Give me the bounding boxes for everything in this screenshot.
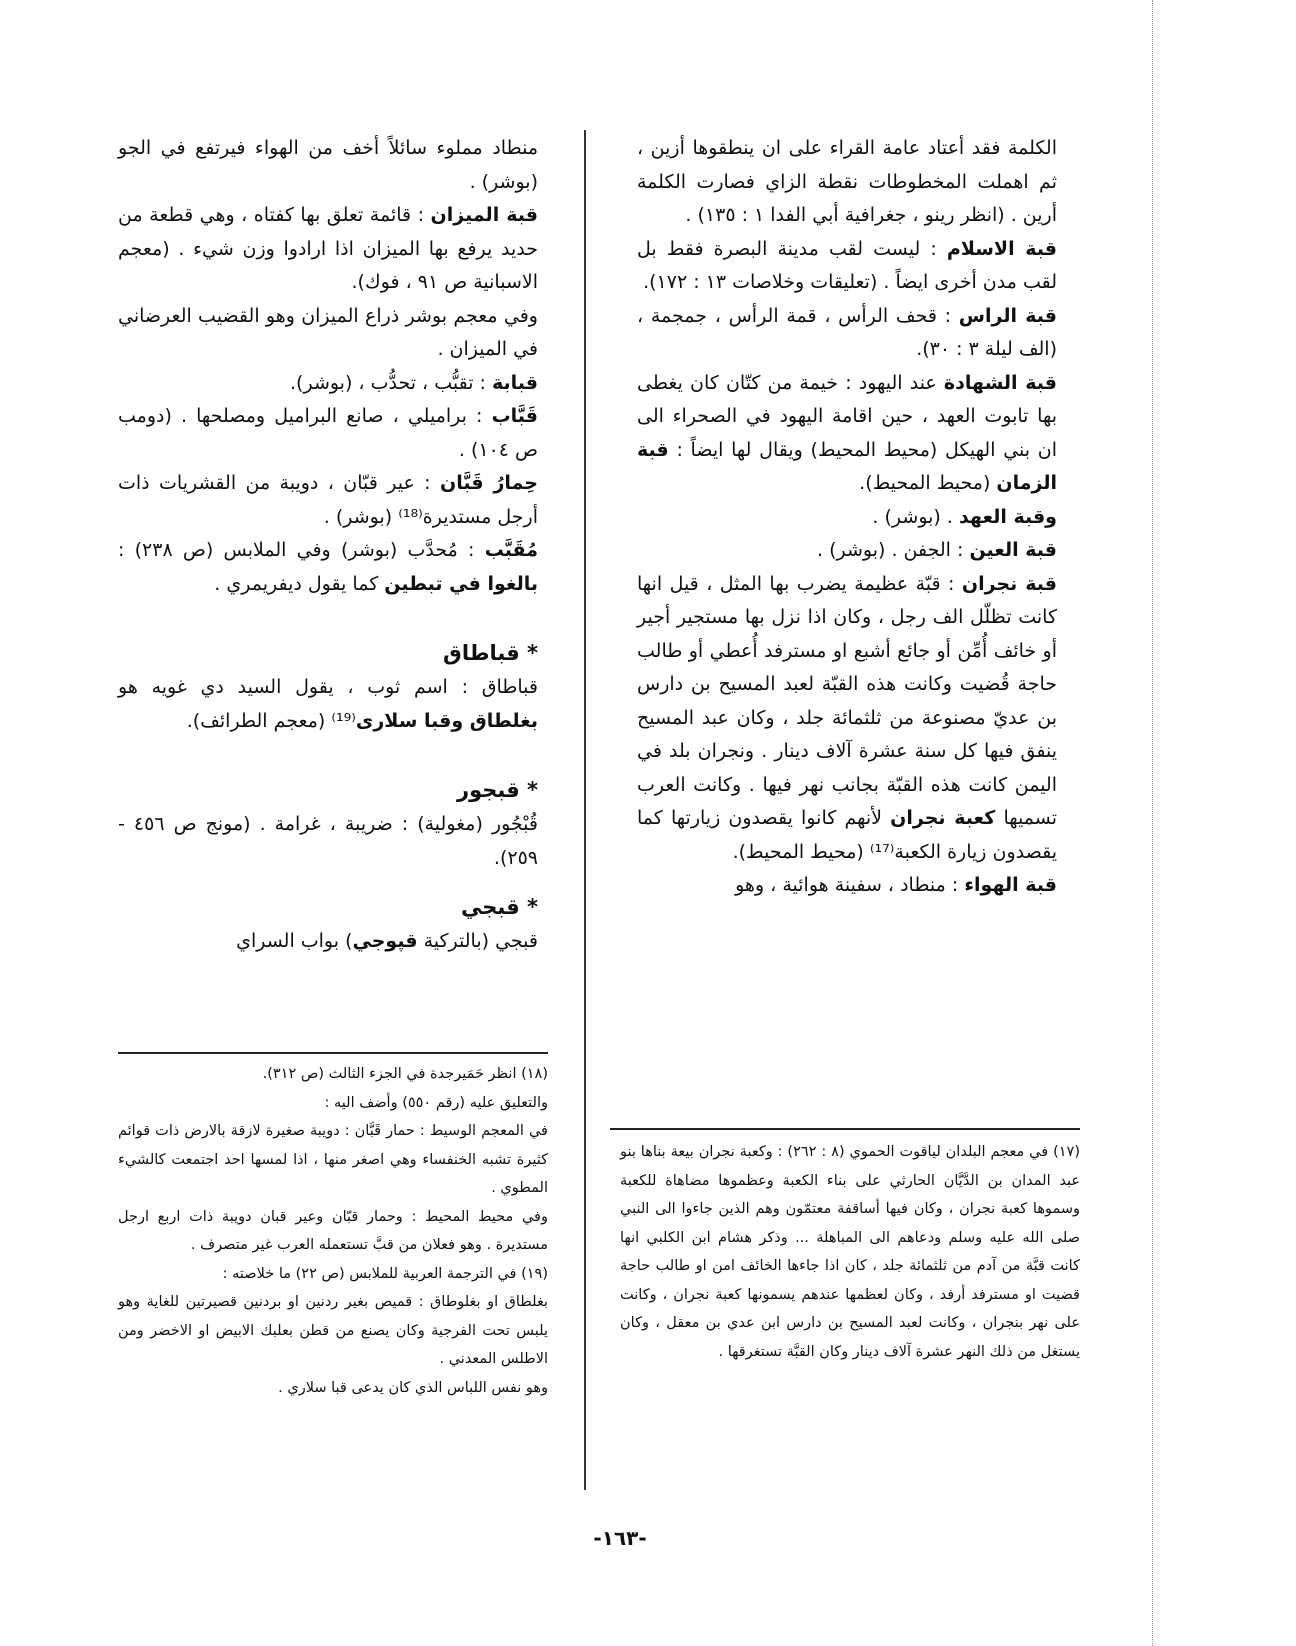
section-heading-qubataq: * قباطاق — [443, 641, 538, 665]
entry-text: : ليست لقب مدينة البصرة فقط بل لقب مدن أخرى ايضاً . (تعليقات وخلاصات ١٣ : ١٧٢). — [637, 237, 1057, 293]
entry-term: بالغوا في تبطين — [384, 572, 538, 595]
entry-text: : منطاد ، سفينة هوائية ، وهو — [735, 874, 965, 896]
right-column — [637, 132, 1057, 903]
entry-text: عند اليهود : خيمة من كتّان كان يغطى بها تابوت العهد ، حين اقامة اليهود في الصحراء الى ان بني الهيكل (محيط المحيط) ويقال لها ايضاً : — [637, 371, 1057, 461]
footnote-line: في المعجم الوسيط : حمار قَبَّان : دويبة صغيرة لازقة بالارض ذات قوائم كثيرة تشبه الخنفساء وهي اصغر منها ، اذا لمسها احد اجتمعت كالشيء المطوي . — [118, 1123, 548, 1196]
right-paragraph-1: الكلمة فقد أعتاد عامة القراء على ان ينطقوها أزين ، ثم اهملت المخطوطات نقطة الزاي فصارت الكلمة أرين . (انظر رينو ، جغرافية أبي الفدا ١ : ١٣٥) . — [637, 137, 1057, 226]
entry-term: وقبة العهد — [958, 505, 1057, 528]
entry-qubbat-al-islam — [637, 233, 1057, 300]
left-paragraph-2: وفي معجم بوشر ذراع الميزان وهو القضيب العرضاني في الميزان . — [118, 304, 538, 360]
page-number: -١٦٣- — [593, 1526, 647, 1550]
section-body-qubataq — [118, 671, 538, 738]
entry-qubbat-al-hawa — [637, 869, 1057, 903]
entry-term: قبة الميزان — [430, 204, 538, 226]
entry-text: : عير قبّان ، دويبة من القشريات ذات أرجل مستديرة⁽¹⁸⁾ (بوشر) . — [118, 472, 538, 528]
entry-text: : قائمة تعلق بها كفتاه ، وهي قطعة من حديد يرفع بها الميزان اذا ارادوا وزن شيء . (معجم الاسبانية ص ٩١ ، فوك). — [118, 204, 538, 293]
entry-text: . (بوشر) . — [872, 505, 959, 528]
entry-term: كعبة نجران — [890, 807, 996, 829]
entry-himar-qabban — [118, 467, 538, 534]
footnotes-left — [118, 1060, 548, 1402]
entry-qubbat-najran — [637, 568, 1057, 870]
entry-term: حِمارُ قَبَّان — [439, 472, 539, 494]
footnote-line: بغلطاق او بغلوطاق : قميص بغير ردنين او بردنين قصيرتين للغاية وهو يلبس تحت الفرجية وكان يصنع من قطن بعلبك الابيض او الاخضر ومن الاطلس المعدني . — [118, 1294, 548, 1367]
entry-term: قبة الاسلام — [946, 237, 1057, 260]
entry-term: قبة الزمان — [637, 438, 1057, 494]
entry-text: : قحف الرأس ، قمة الرأس ، جمجمة ، (الف ليلة ٣ : ٣٠). — [637, 304, 1057, 360]
entry-text: : مُحدَّب (بوشر) وفي الملابس (ص ٢٣٨) : — [118, 539, 485, 561]
footnote-rule-left — [118, 1052, 548, 1054]
entry-text: ) بواب السراي — [236, 930, 353, 952]
left-column — [118, 132, 538, 959]
entry-muqabbab — [118, 534, 538, 601]
scan-edge-line — [1152, 0, 1154, 1646]
entry-qubbat-al-shahada — [637, 367, 1057, 501]
entry-text: لأنهم كانوا يقصدون زيارتها كما يقصدون زيارة الكعبة⁽¹⁷⁾ (محيط المحيط). — [637, 807, 1057, 863]
entry-qubbat-al-mizan — [118, 199, 538, 300]
entry-term: قبة نجران — [961, 572, 1057, 595]
entry-qabbab — [118, 400, 538, 467]
entry-text: : تقبُّب ، تحدُّب ، (بوشر). — [290, 371, 492, 394]
entry-text: (محيط المحيط). — [859, 472, 997, 494]
entry-qubbat-al-ras — [637, 300, 1057, 367]
entry-term: قَبَّاب — [491, 405, 538, 427]
left-paragraph-1: منطاد مملوء سائلاً أخف من الهواء فيرتفع في الجو (بوشر) . — [118, 137, 538, 193]
entry-text: : براميلي ، صانع البراميل ومصلحها . (دومب ص ١٠٤) . — [118, 405, 538, 461]
entry-text: : قبّة عظيمة يضرب بها المثل ، قيل انها كانت تظلّل الف رجل ، وكان اذا نزل بها مستجير أجير أو خائف أُمِّن أو جائع أشبع او مسترفد أُعطي أو طالب حاجة قُضيت وكانت هذه القبّة لعبد المسيح بن دارس بن عديّ مصنوعة من ثلثمائة جلد ، وكان عبد المسيح ينفق فيها كل سنة عشرة آلاف دينار . ونجران بلد في اليمن كانت هذه القبّة بجانب نهر فيها . وكانت العرب تسميها — [637, 572, 1057, 829]
entry-term: قبة الراس — [958, 304, 1057, 327]
footnote-line: وهو نفس اللباس الذي كان يدعى قبا سلاري . — [278, 1379, 548, 1396]
footnote-line: (١٨) انظر حَمَيرجدة في الجزء الثالث (ص ٣١٢). — [262, 1066, 548, 1082]
entry-term: مُقَبَّب — [484, 539, 538, 561]
footnote-rule-right — [610, 1128, 1080, 1130]
entry-text: قباطاق : اسم ثوب ، يقول السيد دي غويه هو — [118, 676, 538, 698]
entry-text: قبجي (بالتركية — [417, 930, 538, 952]
footnote-line: (١٧) في معجم البلدان لياقوت الحموي (٨ : ٢٦٢) : وكعبة نجران بيعة بناها بنو عبد المدان بن الدَّيَّان الحارثي على بناء الكعبة وعظموها مضاهاة للكعبة وسموها كعبة نجران ، وكان فيها أساقفة معتمّون وهم الذين جاءوا الى النبي صلى الله عليه وسلم ودعاهم الى المباهلة ... وذكر هشام ابن الكلبي انها كانت قبَّة من آدم من ثلثمائة جلد ، كان اذا جاءها الخائف امن او طالب حاجة قضيت او مسترفد أرفد ، وكان لعظمها عندهم يسمونها كعبة نجران ، وكانت على نهر بنجران ، وكانت لعبد المسيح بن دارس ابن عدي بن معقل ، وكان يستغل من ذلك النهر عشرة آلاف دينار وكان القبَّة تستغرقها . — [620, 1144, 1080, 1360]
entry-term: قبة الشهادة — [943, 371, 1057, 394]
entry-qubbat-al-ahd — [637, 501, 1057, 535]
entry-text: : الجفن . (بوشر) . — [817, 539, 970, 561]
section-body-qubjur: قُبْجُور (مغولية) : ضريبة ، غرامة . (مونج ص ٤٥٦ - ٢٥٩). — [118, 813, 538, 869]
entry-qubaba — [118, 367, 538, 401]
entry-text: ⁽¹⁹⁾ (معجم الطرائف). — [186, 709, 356, 732]
entry-term: قبة الهواء — [964, 874, 1057, 896]
footnote-line: وفي محيط المحيط : وحمار قبّان وعير قبان دويبة ذات اربع ارجل مستديرة . وهو فعلان من قبَّ تستعمله العرب غير متصرف . — [118, 1208, 548, 1253]
entry-term: قبابة — [492, 371, 538, 394]
section-heading-qubjur: * قبجور — [456, 778, 538, 802]
footnotes-right — [620, 1138, 1080, 1366]
entry-term: قبة العين — [969, 539, 1057, 561]
entry-qubbat-al-ayn — [637, 534, 1057, 568]
column-divider — [584, 130, 586, 1490]
footnote-line: والتعليق عليه (رقم ٥٥٠) وأضف اليه : — [324, 1094, 548, 1111]
section-body-qubji — [118, 925, 538, 959]
footnote-line: (١٩) في الترجمة العربية للملابس (ص ٢٢) ما خلاصته : — [222, 1265, 548, 1282]
entry-term: قپوجي — [352, 930, 418, 952]
section-heading-qubji: * قبجي — [461, 895, 538, 919]
entry-text: كما يقول ديفريمري . — [214, 572, 385, 595]
entry-term: بغلطاق وقبا سلارى — [355, 709, 538, 732]
